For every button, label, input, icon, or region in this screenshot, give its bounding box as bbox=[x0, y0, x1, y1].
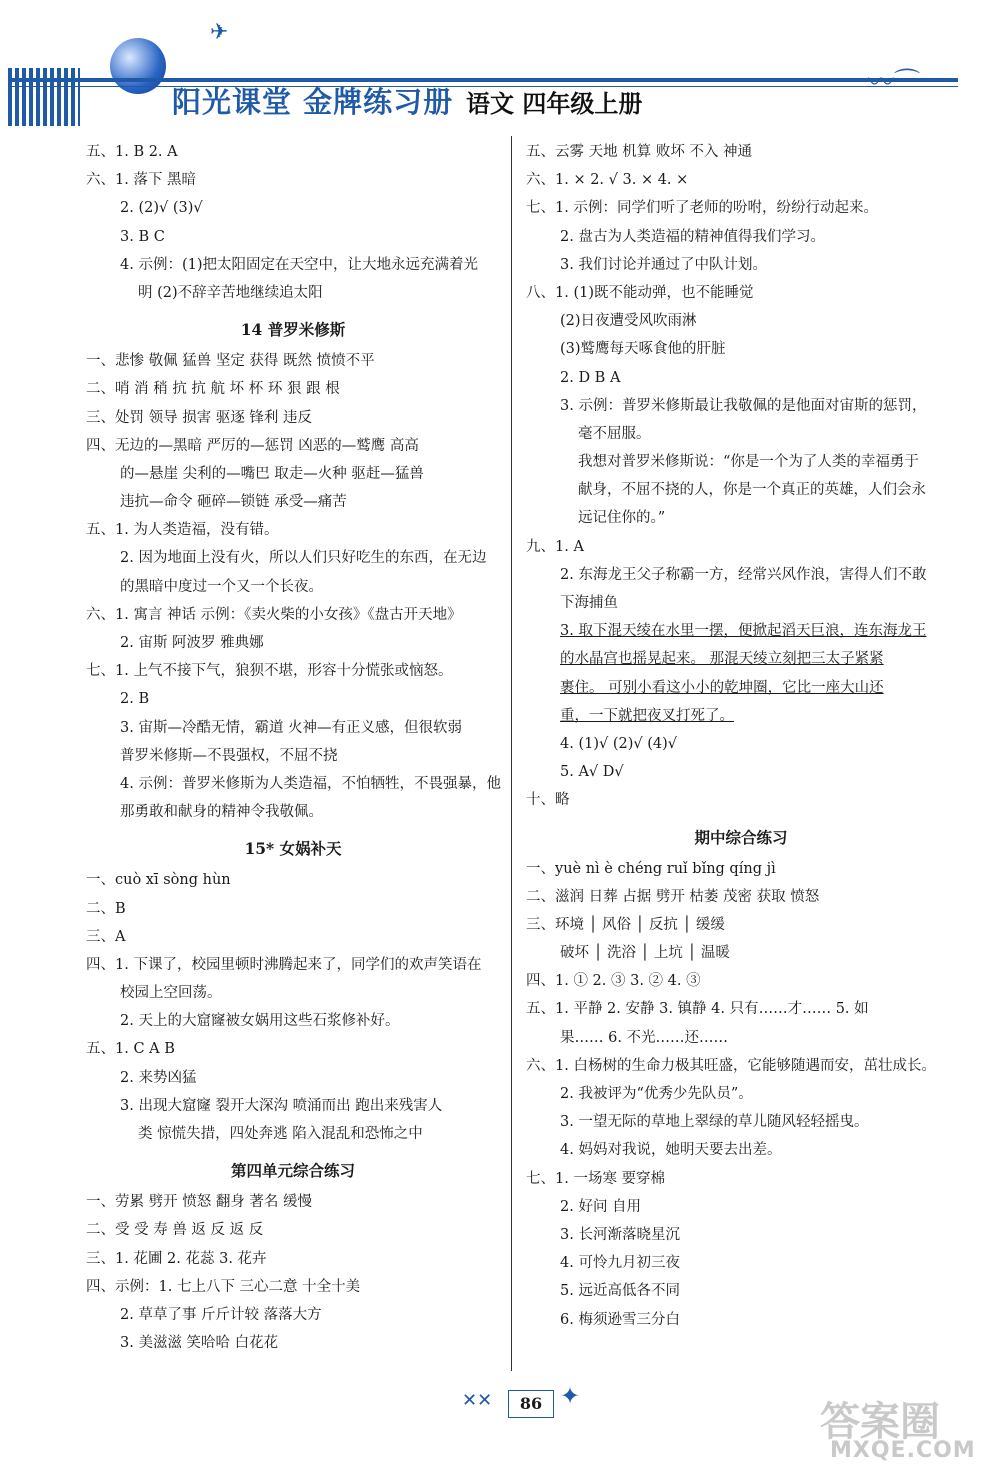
answer-line: 的水晶宫也摇晃起来。 那混天绫立刻把三太子紧紧 bbox=[560, 651, 884, 668]
answer-line: 六、1. × 2. √ 3. × 4. × bbox=[526, 172, 689, 189]
answer-line: 七、1. 示例：同学们听了老师的吩咐，纷纷行动起来。 bbox=[526, 200, 878, 217]
answer-line: 四、示例：1. 七上八下 三心二意 十全十美 bbox=[86, 1278, 361, 1295]
answer-line: 二、滋润 日葬 占据 劈开 枯萎 茂密 获取 愤怒 bbox=[526, 888, 820, 905]
answer-line: 五、1. 为人类造福，没有错。 bbox=[86, 522, 279, 539]
answer-line: 的—悬崖 尖利的—嘴巴 取走—火种 驱赶—猛兽 bbox=[120, 465, 424, 482]
answer-line: 下海捕鱼 bbox=[560, 595, 618, 611]
answer-line: 二、B bbox=[86, 900, 126, 917]
answer-line: 2. D B A bbox=[560, 369, 621, 386]
answer-line: 果…… 6. 不光……还…… bbox=[560, 1029, 729, 1046]
answer-line: 五、1. C A B bbox=[86, 1041, 175, 1058]
page-header bbox=[0, 0, 1000, 135]
answer-line: 一、cuò xī sòng hùn bbox=[86, 872, 231, 889]
series-title: 阳光课堂 金牌练习册 bbox=[172, 85, 454, 119]
answer-line: 六、1. 落下 黑暗 bbox=[86, 172, 197, 189]
answer-line: 五、云雾 天地 机算 败坏 不入 神通 bbox=[526, 144, 753, 160]
answer-line: 违抗—命令 砸碎—锁链 承受—痛苦 bbox=[120, 494, 347, 511]
answer-line: 类 惊慌失措，四处奔逃 陷入混乱和恐怖之中 bbox=[138, 1126, 423, 1142]
answer-line: 那勇敢和献身的精神令我敬佩。 bbox=[120, 804, 323, 821]
answer-line: 2. 因为地面上没有火，所以人们只好吃生的东西，在无边 bbox=[120, 550, 487, 567]
answer-line: 4. (1)√ (2)√ (4)√ bbox=[560, 735, 677, 752]
answer-line: 2. 好问 自用 bbox=[560, 1198, 642, 1215]
answer-line: 四、1. ① 2. ③ 3. ② 4. ③ bbox=[526, 973, 701, 990]
answer-line: 十、略 bbox=[526, 792, 570, 809]
answer-line: 3. 我们讨论并通过了中队计划。 bbox=[560, 256, 767, 273]
section-title: 第四单元综合练习 bbox=[230, 1161, 355, 1181]
answer-line: 六、1. 寓言 神话 示例：《卖火柴的小女孩》《盘古开天地》 bbox=[86, 606, 462, 623]
answer-line: 六、1. 白杨树的生命力极其旺盛，它能够随遇而安，茁壮成长。 bbox=[526, 1057, 936, 1074]
answer-line: 重，一下就把夜叉打死了。 bbox=[560, 707, 734, 724]
answer-line: 4. 示例：普罗米修斯为人类造福，不怕牺牲，不畏强暴，他 bbox=[120, 775, 501, 792]
answer-line: 3. 示例：普罗米修斯最让我敬佩的是他面对宙斯的惩罚， bbox=[560, 397, 927, 414]
answer-line: 2. 盘古为人类造福的精神值得我们学习。 bbox=[560, 228, 825, 245]
answer-line: 3. 美滋滋 笑哈哈 白花花 bbox=[120, 1335, 279, 1352]
answer-line: 四、无边的—黑暗 严厉的—惩罚 凶恶的—鹫鹰 高高 bbox=[86, 437, 419, 454]
answer-line: 的黑暗中度过一个又一个长夜。 bbox=[120, 578, 323, 595]
answer-line: 三、A bbox=[86, 928, 126, 945]
answer-line: 2. 草草了事 斤斤计较 落落大方 bbox=[120, 1306, 322, 1323]
answer-line: 5. 远近高低各不同 bbox=[560, 1283, 680, 1300]
header-rule bbox=[8, 78, 958, 82]
answer-line: 2. 天上的大窟窿被女娲用这些石浆修补好。 bbox=[120, 1013, 400, 1030]
answer-line: 三、环境 │ 风俗 │ 反抗 │ 缓缓 bbox=[526, 916, 725, 933]
answer-line: 5. A√ D√ bbox=[560, 764, 624, 781]
paper-plane-icon: ✈ bbox=[210, 20, 229, 45]
sparkle-decoration-icon: ✦ bbox=[560, 1382, 581, 1410]
answer-line: 2. (2)√ (3)√ bbox=[120, 200, 203, 217]
watermark-logo: 答案圈 bbox=[820, 1399, 940, 1445]
answer-line: 四、1. 下课了，校园里顿时沸腾起来了，同学们的欢声笑语在 bbox=[86, 956, 482, 973]
answer-line: 一、yuè nì è chéng ruǐ bǐng qíng jì bbox=[526, 860, 776, 877]
answer-line: 2. 宙斯 阿波罗 雅典娜 bbox=[120, 635, 264, 651]
answer-line: 献身，不屈不挠的人，你是一个真正的英雄，人们会永 bbox=[578, 482, 926, 499]
answer-line: 明 (2)不辞辛苦地继续追太阳 bbox=[138, 284, 323, 301]
answer-line: 七、1. 上气不接下气，狼狈不堪，形容十分慌张或恼怒。 bbox=[86, 663, 453, 680]
answer-line: 破坏 │ 洗浴 │ 上坑 │ 温暖 bbox=[560, 945, 730, 962]
answer-line: 4. 可怜九月初三夜 bbox=[560, 1255, 680, 1272]
answer-line: 一、悲惨 敬佩 猛兽 坚定 获得 既然 愤愤不平 bbox=[86, 353, 375, 370]
answer-line: 二、受 受 寿 兽 返 反 返 反 bbox=[86, 1222, 264, 1239]
answer-line: 3. 宙斯—冷酷无情，霸道 火神—有正义感，但很软弱 bbox=[120, 719, 463, 736]
answer-line: 普罗米修斯—不畏强权，不屈不挠 bbox=[120, 747, 338, 764]
star-decoration-icon: ✕✕ bbox=[462, 1390, 493, 1411]
answer-line: 三、1. 花圃 2. 花蕊 3. 花卉 bbox=[86, 1250, 267, 1267]
section-title: 15* 女娲补天 bbox=[244, 839, 342, 859]
answer-line: 七、1. 一场寒 要穿棉 bbox=[526, 1170, 666, 1187]
answer-line: 二、哨 消 稍 抗 抗 航 坏 杯 环 狠 跟 根 bbox=[86, 381, 340, 398]
answer-line: 4. 示例：(1)把太阳固定在天空中，让大地永远充满着光 bbox=[120, 256, 478, 273]
answer-line: 五、1. B 2. A bbox=[86, 144, 178, 160]
answer-line: 3. 取下混天绫在水里一摆，便掀起滔天巨浪，连东海龙王 bbox=[560, 623, 927, 640]
birds-icon: 〰⌒ bbox=[868, 68, 921, 98]
answer-line: 我想对普罗米修斯说：“你是一个为了人类的幸福勇于 bbox=[578, 454, 919, 471]
answer-line: (3)鹫鹰每天啄食他的肝脏 bbox=[560, 341, 726, 358]
answer-line: 一、劳累 劈开 愤怒 翻身 著名 缓慢 bbox=[86, 1194, 313, 1211]
answer-line: 三、处罚 领导 损害 驱逐 锋利 违反 bbox=[86, 409, 313, 426]
answer-line: 2. B bbox=[120, 691, 150, 708]
subject-grade: 语文 四年级上册 bbox=[466, 89, 643, 118]
right-answer-column bbox=[526, 138, 956, 1334]
answer-line: 2. 我被评为“优秀少先队员”。 bbox=[560, 1086, 753, 1102]
answer-line: 4. 妈妈对我说，她明天要去出差。 bbox=[560, 1142, 782, 1159]
answer-line: 校园上空回荡。 bbox=[120, 985, 222, 1002]
page-number: 86 bbox=[508, 1390, 554, 1418]
section-title: 14 普罗米修斯 bbox=[240, 320, 346, 340]
section-title: 期中综合练习 bbox=[694, 827, 788, 847]
answer-line: 五、1. 平静 2. 安静 3. 镇静 4. 只有……才…… 5. 如 bbox=[526, 1001, 869, 1018]
answer-line: 6. 梅须逊雪三分白 bbox=[560, 1311, 680, 1328]
answer-line: 2. 东海龙王父子称霸一方，经常兴风作浪，害得人们不敢 bbox=[560, 566, 927, 583]
answer-line: 3. 出现大窟窿 裂开大深沟 喷涌而出 跑出来残害人 bbox=[120, 1097, 443, 1114]
answer-line: 裹住。 可别小看这小小的乾坤圈，它比一座大山还 bbox=[560, 679, 884, 696]
answer-line: 3. 长河渐落晓星沉 bbox=[560, 1226, 680, 1243]
answer-line: 毫不屈服。 bbox=[578, 425, 651, 442]
answer-line: 九、1. A bbox=[526, 538, 584, 555]
answer-line: 3. B C bbox=[120, 228, 165, 245]
column-divider bbox=[511, 136, 512, 1371]
left-answer-column bbox=[86, 138, 500, 1357]
answer-line: (2)日夜遭受风吹雨淋 bbox=[560, 313, 697, 330]
answer-line: 八、1. (1)既不能动弹，也不能睡觉 bbox=[526, 284, 754, 301]
header-stripe-decoration bbox=[8, 68, 80, 126]
answer-line: 3. 一望无际的草地上翠绿的草儿随风轻轻摇曳。 bbox=[560, 1114, 869, 1131]
answer-line: 远记住你的。” bbox=[578, 510, 666, 527]
answer-line: 2. 来势凶猛 bbox=[120, 1069, 197, 1086]
watermark-url: MXQE.COM bbox=[830, 1438, 976, 1463]
